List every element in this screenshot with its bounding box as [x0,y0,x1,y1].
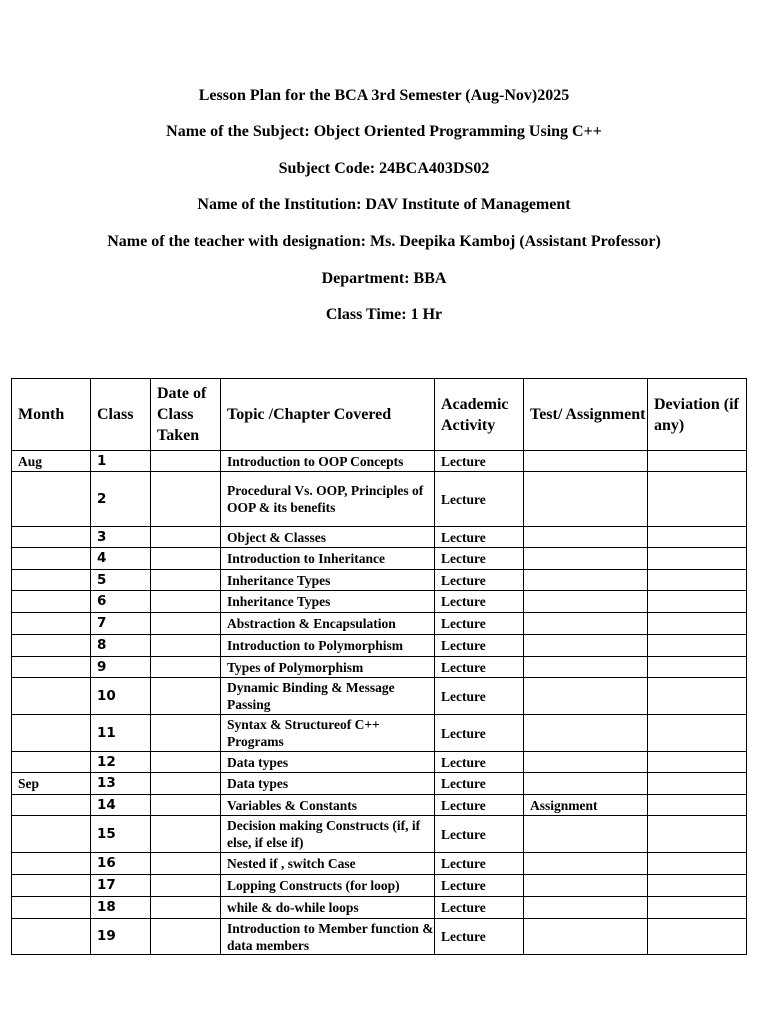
table-row [12,613,747,635]
table-row [12,657,747,678]
date-taken-cell [151,657,221,678]
class-time: Class Time: 1 Hr [325,306,443,323]
subject-code: Subject Code: 24BCA403DS02 [278,160,490,177]
table-row [12,451,747,472]
column-header-deviation: Deviation (if any) [648,379,747,451]
test-assignment-cell [524,773,648,795]
date-taken-cell [151,527,221,548]
month-cell [12,752,91,773]
test-assignment-cell: Assignment [524,795,648,816]
test-assignment-cell [524,715,648,752]
date-taken-cell [151,570,221,591]
date-taken-cell [151,752,221,773]
month-cell [12,816,91,853]
month-cell [12,919,91,955]
month-cell [12,875,91,897]
class-number-cell: 18 [91,897,151,919]
test-assignment-cell [524,613,648,635]
month-cell [12,472,91,527]
test-assignment-cell [524,919,648,955]
table-row [12,816,747,853]
activity-cell: Lecture [435,816,524,853]
topic-cell: Introduction to Polymorphism [221,635,435,657]
month-cell [12,715,91,752]
test-assignment-cell [524,472,648,527]
deviation-cell [648,715,747,752]
deviation-cell [648,527,747,548]
activity-cell: Lecture [435,897,524,919]
date-taken-cell [151,635,221,657]
deviation-cell [648,657,747,678]
topic-cell: Object & Classes [221,527,435,548]
test-assignment-cell [524,816,648,853]
deviation-cell [648,613,747,635]
class-number-cell: 6 [91,591,151,613]
activity-cell: Lecture [435,548,524,570]
month-cell [12,795,91,816]
date-taken-cell [151,591,221,613]
topic-cell: Inheritance Types [221,570,435,591]
activity-cell: Lecture [435,591,524,613]
topic-cell: Procedural Vs. OOP, Principles of OOP & its benefits [221,472,435,527]
activity-cell: Lecture [435,472,524,527]
column-header-topic: Topic /Chapter Covered [221,379,435,451]
deviation-cell [648,816,747,853]
lesson-plan-body [12,451,747,955]
topic-cell: Introduction to Member function & data members [221,919,435,955]
deviation-cell [648,548,747,570]
column-header-month: Month [12,379,91,451]
topic-cell: Decision making Constructs (if, if else, if else if) [221,816,435,853]
table-row [12,678,747,715]
teacher-name: Name of the teacher with designation: Ms. Deepika Kamboj (Assistant Professor) [107,233,661,250]
date-taken-cell [151,773,221,795]
activity-cell: Lecture [435,773,524,795]
deviation-cell [648,853,747,875]
table-row [12,472,747,527]
test-assignment-cell [524,752,648,773]
test-assignment-cell [524,875,648,897]
month-cell [12,635,91,657]
column-header-test: Test/ Assignment [524,379,648,451]
date-taken-cell [151,613,221,635]
activity-cell: Lecture [435,613,524,635]
deviation-cell [648,897,747,919]
deviation-cell [648,875,747,897]
column-header-date: Date of Class Taken [151,379,221,451]
table-row [12,897,747,919]
date-taken-cell [151,795,221,816]
document-title: Lesson Plan for the BCA 3rd Semester (Aug-Nov)2025 [198,87,570,104]
test-assignment-cell [524,657,648,678]
table-row [12,715,747,752]
date-taken-cell [151,715,221,752]
date-taken-cell [151,919,221,955]
institution-name: Name of the Institution: DAV Institute of Management [197,196,571,213]
month-cell [12,548,91,570]
month-cell [12,570,91,591]
class-number-cell: 14 [91,795,151,816]
activity-cell: Lecture [435,919,524,955]
column-header-class: Class [91,379,151,451]
date-taken-cell [151,816,221,853]
deviation-cell [648,570,747,591]
activity-cell: Lecture [435,678,524,715]
table-row [12,853,747,875]
class-number-cell: 9 [91,657,151,678]
class-number-cell: 4 [91,548,151,570]
class-number-cell: 3 [91,527,151,548]
topic-cell: Dynamic Binding & Message Passing [221,678,435,715]
class-number-cell: 1 [91,451,151,472]
topic-cell: Types of Polymorphism [221,657,435,678]
class-number-cell: 19 [91,919,151,955]
test-assignment-cell [524,897,648,919]
date-taken-cell [151,451,221,472]
class-number-cell: 10 [91,678,151,715]
deviation-cell [648,472,747,527]
month-cell [12,678,91,715]
activity-cell: Lecture [435,635,524,657]
month-cell [12,613,91,635]
table-row [12,875,747,897]
table-row [12,773,747,795]
class-number-cell: 5 [91,570,151,591]
table-row [12,527,747,548]
test-assignment-cell [524,570,648,591]
department: Department: BBA [321,270,447,287]
topic-cell: while & do-while loops [221,897,435,919]
activity-cell: Lecture [435,875,524,897]
activity-cell: Lecture [435,715,524,752]
table-row [12,548,747,570]
class-number-cell: 2 [91,472,151,527]
topic-cell: Data types [221,773,435,795]
date-taken-cell [151,472,221,527]
column-header-activity: Academic Activity [435,379,524,451]
test-assignment-cell [524,451,648,472]
month-cell [12,853,91,875]
class-number-cell: 8 [91,635,151,657]
class-number-cell: 12 [91,752,151,773]
date-taken-cell [151,897,221,919]
deviation-cell [648,635,747,657]
activity-cell: Lecture [435,570,524,591]
class-number-cell: 17 [91,875,151,897]
test-assignment-cell [524,548,648,570]
deviation-cell [648,451,747,472]
class-number-cell: 13 [91,773,151,795]
topic-cell: Data types [221,752,435,773]
topic-cell: Lopping Constructs (for loop) [221,875,435,897]
subject-name: Name of the Subject: Object Oriented Programming Using C++ [166,123,602,140]
deviation-cell [648,919,747,955]
month-cell: Sep [12,773,91,795]
table-row [12,752,747,773]
activity-cell: Lecture [435,657,524,678]
topic-cell: Introduction to OOP Concepts [221,451,435,472]
month-cell [12,591,91,613]
class-number-cell: 16 [91,853,151,875]
topic-cell: Inheritance Types [221,591,435,613]
deviation-cell [648,795,747,816]
activity-cell: Lecture [435,451,524,472]
test-assignment-cell [524,635,648,657]
activity-cell: Lecture [435,752,524,773]
activity-cell: Lecture [435,527,524,548]
table-row [12,591,747,613]
table-row [12,635,747,657]
topic-cell: Abstraction & Encapsulation [221,613,435,635]
test-assignment-cell [524,527,648,548]
topic-cell: Syntax & Structureof C++ Programs [221,715,435,752]
test-assignment-cell [524,853,648,875]
month-cell [12,657,91,678]
test-assignment-cell [524,678,648,715]
test-assignment-cell [524,591,648,613]
lesson-plan-table [11,378,747,955]
deviation-cell [648,752,747,773]
topic-cell: Nested if , switch Case [221,853,435,875]
table-header-row [12,379,747,451]
table-row [12,919,747,955]
deviation-cell [648,773,747,795]
table-row [12,795,747,816]
class-number-cell: 7 [91,613,151,635]
topic-cell: Variables & Constants [221,795,435,816]
topic-cell: Introduction to Inheritance [221,548,435,570]
deviation-cell [648,591,747,613]
activity-cell: Lecture [435,795,524,816]
month-cell: Aug [12,451,91,472]
table-row [12,570,747,591]
month-cell [12,897,91,919]
date-taken-cell [151,853,221,875]
activity-cell: Lecture [435,853,524,875]
date-taken-cell [151,548,221,570]
class-number-cell: 15 [91,816,151,853]
deviation-cell [648,678,747,715]
date-taken-cell [151,875,221,897]
date-taken-cell [151,678,221,715]
month-cell [12,527,91,548]
class-number-cell: 11 [91,715,151,752]
